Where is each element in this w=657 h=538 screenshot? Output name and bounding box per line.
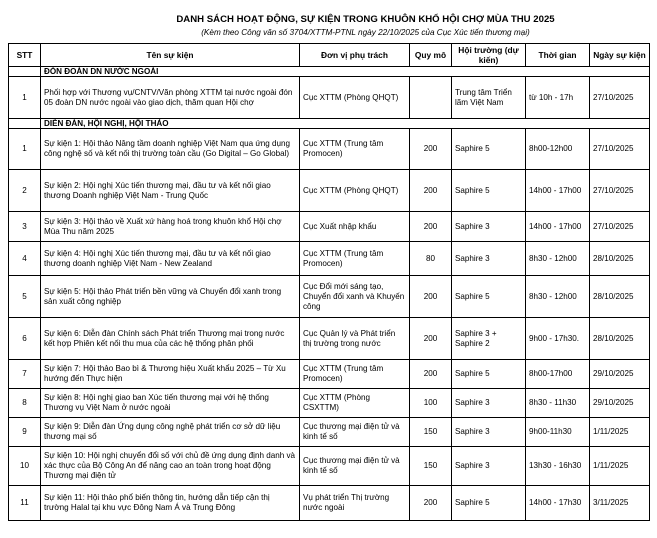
cell-name: Sự kiện 9: Diễn đàn Ứng dụng công nghệ phát triển cơ sở dữ liệu thương mại số (41, 418, 300, 447)
cell-hall: Saphire 3 (452, 418, 526, 447)
cell-name: Sự kiện 5: Hội thảo Phát triển bền vững và Chuyển đổi xanh trong sản xuất công nghiệp (41, 276, 300, 318)
cell-hall: Saphire 3 + Saphire 2 (452, 318, 526, 360)
cell-time: 8h30 - 11h30 (526, 389, 590, 418)
section-title: ĐÓN ĐOÀN DN NƯỚC NGOÀI (41, 67, 650, 77)
section-row (9, 119, 650, 129)
cell-time: 8h30 - 12h00 (526, 276, 590, 318)
cell-scale: 80 (410, 242, 452, 276)
cell-stt: 2 (9, 170, 41, 212)
table-row (9, 418, 650, 447)
table-row (9, 170, 650, 212)
cell-time: 8h00-12h00 (526, 129, 590, 170)
cell-hall: Saphire 3 (452, 242, 526, 276)
cell-name: Phối hợp với Thương vụ/CNTV/Văn phòng XTTM tại nước ngoài đón 05 đoàn DN nước ngoài vào giao dịch, thăm quan Hội chợ (41, 77, 300, 119)
cell-name: Sự kiện 4: Hội nghị Xúc tiến thương mại, đầu tư và kết nối giao thương doanh nghiệp Việt Nam - New Zealand (41, 242, 300, 276)
cell-hall: Saphire 5 (452, 276, 526, 318)
table-row (9, 77, 650, 119)
header-hall: Hội trường (dự kiến) (452, 44, 526, 67)
cell-unit: Cục XTTM (Trung tâm Promocen) (300, 129, 410, 170)
cell-date: 27/10/2025 (590, 129, 650, 170)
cell-scale: 200 (410, 318, 452, 360)
cell-date: 28/10/2025 (590, 242, 650, 276)
cell-date: 28/10/2025 (590, 318, 650, 360)
table-row (9, 486, 650, 521)
table-row (9, 276, 650, 318)
cell-date: 29/10/2025 (590, 389, 650, 418)
cell-name: Sự kiện 2: Hội nghị Xúc tiến thương mại, đầu tư và kết nối giao thương Doanh nghiệp Việt Nam - Trung Quốc (41, 170, 300, 212)
header-unit: Đơn vị phụ trách (300, 44, 410, 67)
cell-time: 14h00 - 17h00 (526, 212, 590, 242)
cell-stt: 1 (9, 77, 41, 119)
cell-unit: Cục Quản lý và Phát triển thị trường trong nước (300, 318, 410, 360)
cell-unit: Cục XTTM (Phòng QHQT) (300, 77, 410, 119)
cell-name: Sự kiện 11: Hội thảo phổ biến thông tin, hướng dẫn tiếp cận thị trường Halal tại khu vực Đông Nam Á và Trung Đông (41, 486, 300, 521)
header-scale: Quy mô (410, 44, 452, 67)
header-name: Tên sự kiện (41, 44, 300, 67)
events-table (8, 43, 650, 521)
cell-date: 27/10/2025 (590, 77, 650, 119)
cell-scale: 200 (410, 170, 452, 212)
cell-name: Sự kiện 3: Hội thảo về Xuất xứ hàng hoá trong khuôn khổ Hội chợ Mùa Thu năm 2025 (41, 212, 300, 242)
cell-name: Sự kiện 1: Hội thảo Nâng tầm doanh nghiệp Việt Nam qua ứng dụng công nghệ số và kết nối thị trường toàn cầu (Go Digital – Go Global) (41, 129, 300, 170)
cell-date: 27/10/2025 (590, 212, 650, 242)
header-stt: STT (9, 44, 41, 67)
cell-unit: Cục Đổi mới sáng tạo, Chuyển đổi xanh và Khuyến công (300, 276, 410, 318)
cell-unit: Cục XTTM (Trung tâm Promocen) (300, 242, 410, 276)
cell-scale: 200 (410, 276, 452, 318)
table-row (9, 389, 650, 418)
cell-stt: 9 (9, 418, 41, 447)
cell-scale: 200 (410, 129, 452, 170)
cell-scale: 100 (410, 389, 452, 418)
cell-scale (410, 77, 452, 119)
cell-hall: Saphire 5 (452, 486, 526, 521)
cell-hall: Saphire 5 (452, 129, 526, 170)
cell-date: 27/10/2025 (590, 170, 650, 212)
cell-hall: Saphire 3 (452, 212, 526, 242)
cell-unit: Cục Xuất nhập khẩu (300, 212, 410, 242)
cell-scale: 150 (410, 447, 452, 486)
cell-date: 28/10/2025 (590, 276, 650, 318)
cell-unit: Cục thương mại điện tử và kinh tế số (300, 447, 410, 486)
section-row (9, 67, 650, 77)
table-row (9, 318, 650, 360)
table-row (9, 360, 650, 389)
cell-stt: 10 (9, 447, 41, 486)
cell-scale: 200 (410, 486, 452, 521)
cell-stt: 3 (9, 212, 41, 242)
page-subtitle: (Kèm theo Công văn số 3704/XTTM-PTNL ngày 22/10/2025 của Cục Xúc tiến thương mại) (201, 28, 530, 37)
cell-date: 1/11/2025 (590, 447, 650, 486)
cell-time: từ 10h - 17h (526, 77, 590, 119)
cell-stt: 7 (9, 360, 41, 389)
cell-stt: 8 (9, 389, 41, 418)
cell-stt: 1 (9, 129, 41, 170)
cell-time: 9h00-11h30 (526, 418, 590, 447)
cell-time: 8h30 - 12h00 (526, 242, 590, 276)
header-time: Thời gian (526, 44, 590, 67)
cell-stt: 4 (9, 242, 41, 276)
cell-unit: Cục XTTM (Phòng QHQT) (300, 170, 410, 212)
section-title: DIỄN ĐÀN, HỘI NGHỊ, HỘI THẢO (41, 119, 650, 129)
cell-name: Sự kiện 10: Hội nghị chuyển đổi số với chủ đề ứng dụng định danh và xác thực của Bộ Công An để nâng cao an toàn trong hoạt động Thương mại điện tử (41, 447, 300, 486)
cell-hall: Saphire 3 (452, 447, 526, 486)
cell-stt: 6 (9, 318, 41, 360)
cell-date: 29/10/2025 (590, 360, 650, 389)
cell-scale: 200 (410, 360, 452, 389)
table-row (9, 242, 650, 276)
cell-hall: Saphire 3 (452, 389, 526, 418)
table-row (9, 447, 650, 486)
cell-unit: Cục XTTM (Phòng CSXTTM) (300, 389, 410, 418)
cell-date: 1/11/2025 (590, 418, 650, 447)
cell-hall: Saphire 5 (452, 170, 526, 212)
page-title: DANH SÁCH HOẠT ĐỘNG, SỰ KIỆN TRONG KHUÔN KHỔ HỘI CHỢ MÙA THU 2025 (176, 14, 555, 25)
cell-name: Sự kiện 7: Hội thảo Bao bì & Thương hiệu Xuất khẩu 2025 – Từ Xu hướng đến Thực hiện (41, 360, 300, 389)
cell-unit: Cục thương mại điện tử và kinh tế số (300, 418, 410, 447)
cell-scale: 150 (410, 418, 452, 447)
cell-date: 3/11/2025 (590, 486, 650, 521)
table-row (9, 212, 650, 242)
cell-unit: Cục XTTM (Trung tâm Promocen) (300, 360, 410, 389)
cell-time: 13h30 - 16h30 (526, 447, 590, 486)
cell-name: Sự kiện 8: Hội nghị giao ban Xúc tiến thương mại với hệ thống Thương vụ Việt Nam ở nước ngoài (41, 389, 300, 418)
header-date: Ngày sự kiện (590, 44, 650, 67)
cell-unit: Vụ phát triển Thị trường nước ngoài (300, 486, 410, 521)
cell-stt: 11 (9, 486, 41, 521)
cell-time: 8h00-17h00 (526, 360, 590, 389)
cell-hall: Trung tâm Triển lãm Việt Nam (452, 77, 526, 119)
cell-scale: 200 (410, 212, 452, 242)
cell-time: 14h00 - 17h30 (526, 486, 590, 521)
cell-stt: 5 (9, 276, 41, 318)
table-row (9, 129, 650, 170)
cell-name: Sự kiện 6: Diễn đàn Chính sách Phát triển Thương mại trong nước kết hợp Phiên kết nối thu mua của các hệ thống phân phối (41, 318, 300, 360)
header-row (9, 44, 650, 67)
cell-time: 14h00 - 17h00 (526, 170, 590, 212)
cell-hall: Saphire 5 (452, 360, 526, 389)
cell-time: 9h00 - 17h30. (526, 318, 590, 360)
